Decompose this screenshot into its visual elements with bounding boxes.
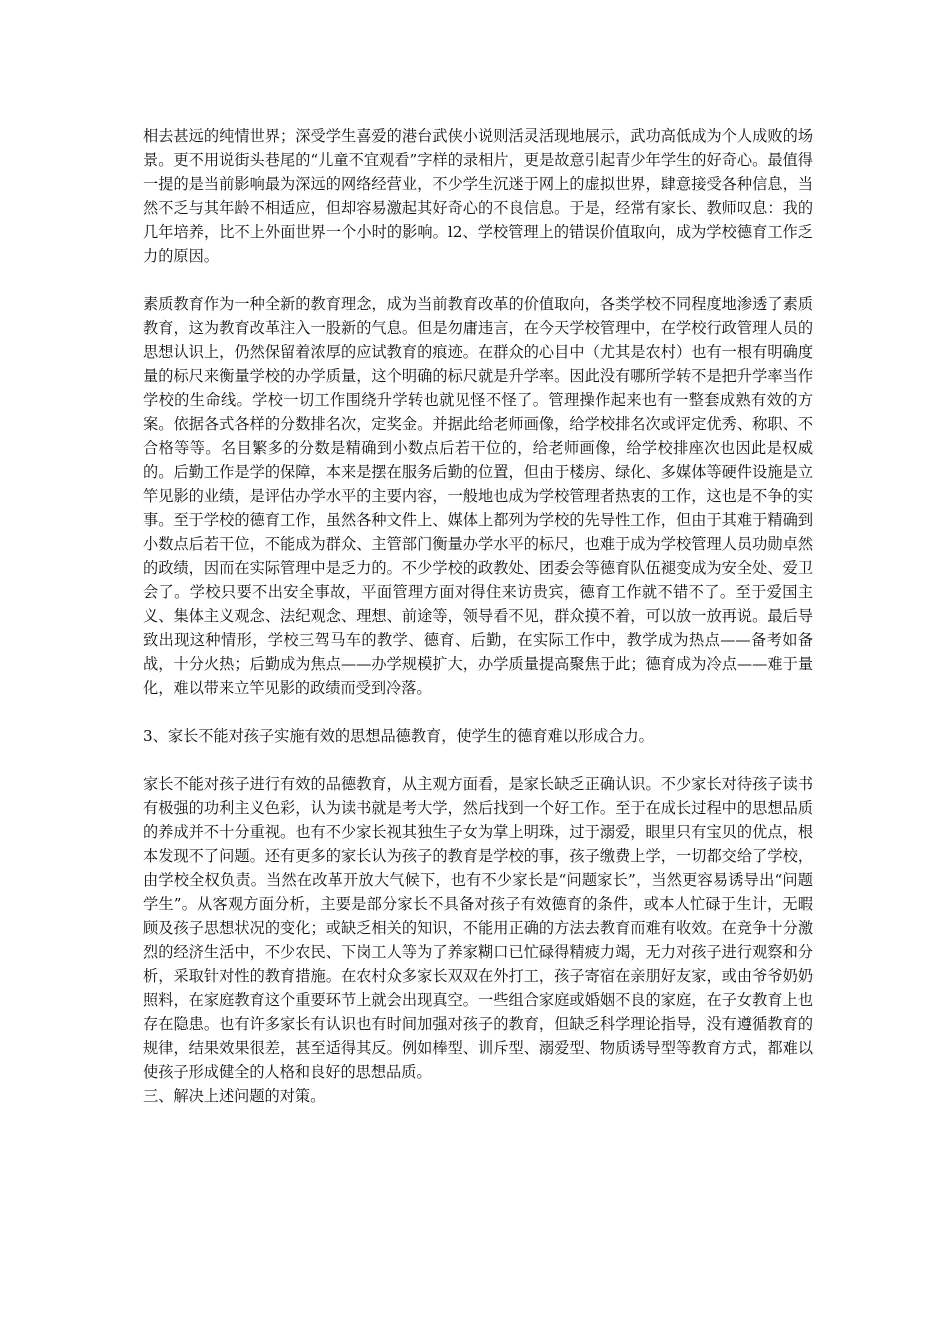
document-body: [143, 124, 813, 1108]
paragraph-2: 素质教育作为一种全新的教育理念，成为当前教育改革的价值取向，各类学校不同程度地渗透了素质教育，这为教育改革注入一股新的气息。但是勿庸违言，在今天学校管理中，在学校行政管理人员的思想认识上，仍然保留着浓厚的应试教育的痕迹。在群众的心目中（尤其是农村）也有一根有明确度量的标尺来衡量学校的办学质量，这个明确的标尺就是升学率。因此没有哪所学转不是把升学率当作学校的生命线。学校一切工作围绕升学转也就见怪不怪了。管理操作起来也有一整套成熟有效的方案。依据各式各样的分数排名次，定奖金。并据此给老师画像，给学校排名次或评定优秀、称职、不合格等等。名目繁多的分数是精确到小数点后若干位的，给老师画像，给学校排座次也因此是权威的。后勤工作是学的保障，本来是摆在服务后勤的位置，但由于楼房、绿化、多媒体等硬件设施是立竿见影的业绩，是评估办学水平的主要内容，一般地也成为学校管理者热衷的工作，这也是不争的实事。至于学校的德育工作，虽然各种文件上、媒体上都列为学校的先导性工作，但由于其难于精确到小数点后若干位，不能成为群众、主管部门衡量办学水平的标尺，也难于成为学校管理人员功勋卓然的政绩，因而在实际管理中是乏力的。不少学校的政教处、团委会等德育队伍褪变成为安全处、爱卫会了。学校只要不出安全事故，平面管理方面对得住来访贵宾，德育工作就不错不了。至于爱国主义、集体主义观念、法纪观念、理想、前途等，领导看不见，群众摸不着，可以放一放再说。最后导致出现这种情形，学校三驾马车的教学、德育、后勤，在实际工作中，教学成为热点——备考如备战，十分火热；后勤成为焦点——办学规模扩大，办学质量提高聚焦于此；德育成为冷点——难于量化，难以带来立竿见影的政绩而受到冷落。: [143, 295, 813, 697]
section-heading-3: 3、家长不能对孩子实施有效的思想品德教育，使学生的德育难以形成合力。: [143, 727, 654, 745]
paragraph-gap: [143, 268, 813, 292]
paragraph-gap: [143, 700, 813, 724]
paragraph-1: 相去甚远的纯情世界；深受学生喜爱的港台武侠小说则活灵活现地展示，武功高低成为个人成败的场景。更不用说街头巷尾的“儿童不宜观看”字样的录相片，更是故意引起青少年学生的好奇心。最值得一提的是当前影响最为深远的网络经营业，不少学生沉迷于网上的虚拟世界，肆意接受各种信息，当然不乏与其年龄不相适应，但却容易激起其好奇心的不良信息。于是，经常有家长、教师叹息：我的几年培养，比不上外面世界一个小时的影响。l2、学校管理上的错误价值取向，成为学校德育工作乏力的原因。: [143, 127, 813, 265]
section-heading-three: 三、解决上述问题的对策。: [143, 1087, 326, 1105]
paragraph-4: 家长不能对孩子进行有效的品德教育，从主观方面看，是家长缺乏正确认识。不少家长对待孩子读书有极强的功利主义色彩，认为读书就是考大学，然后找到一个好工作。至于在成长过程中的思想品质的养成并不十分重视。也有不少家长视其独生子女为掌上明珠，过于溺爱，眼里只有宝贝的优点，根本发现不了问题。还有更多的家长认为孩子的教育是学校的事，孩子缴费上学，一切都交给了学校，由学校全权负责。当然在改革开放大气候下，也有不少家长是“问题家长”，当然更容易诱导出“问题学生”。从客观方面分析，主要是部分家长不具备对孩子有效德育的条件，或本人忙碌于生计，无暇顾及孩子思想状况的变化；或缺乏相关的知识，不能用正确的方法去教育而难有收效。在竞争十分激烈的经济生活中，不少农民、下岗工人等为了养家糊口已忙碌得精疲力竭，无力对孩子进行观察和分析，采取针对性的教育措施。在农村众多家长双双在外打工，孩子寄宿在亲朋好友家，或由爷爷奶奶照料，在家庭教育这个重要环节上就会出现真空。一些组合家庭或婚姻不良的家庭，在子女教育上也存在隐患。也有许多家长有认识也有时间加强对孩子的教育，但缺乏科学理论指导，没有遵循教育的规律，结果效果很差，甚至适得其反。例如棒型、训斥型、溺爱型、物质诱导型等教育方式，都难以使孩子形成健全的人格和良好的思想品质。: [143, 775, 813, 1081]
paragraph-gap: [143, 748, 813, 772]
